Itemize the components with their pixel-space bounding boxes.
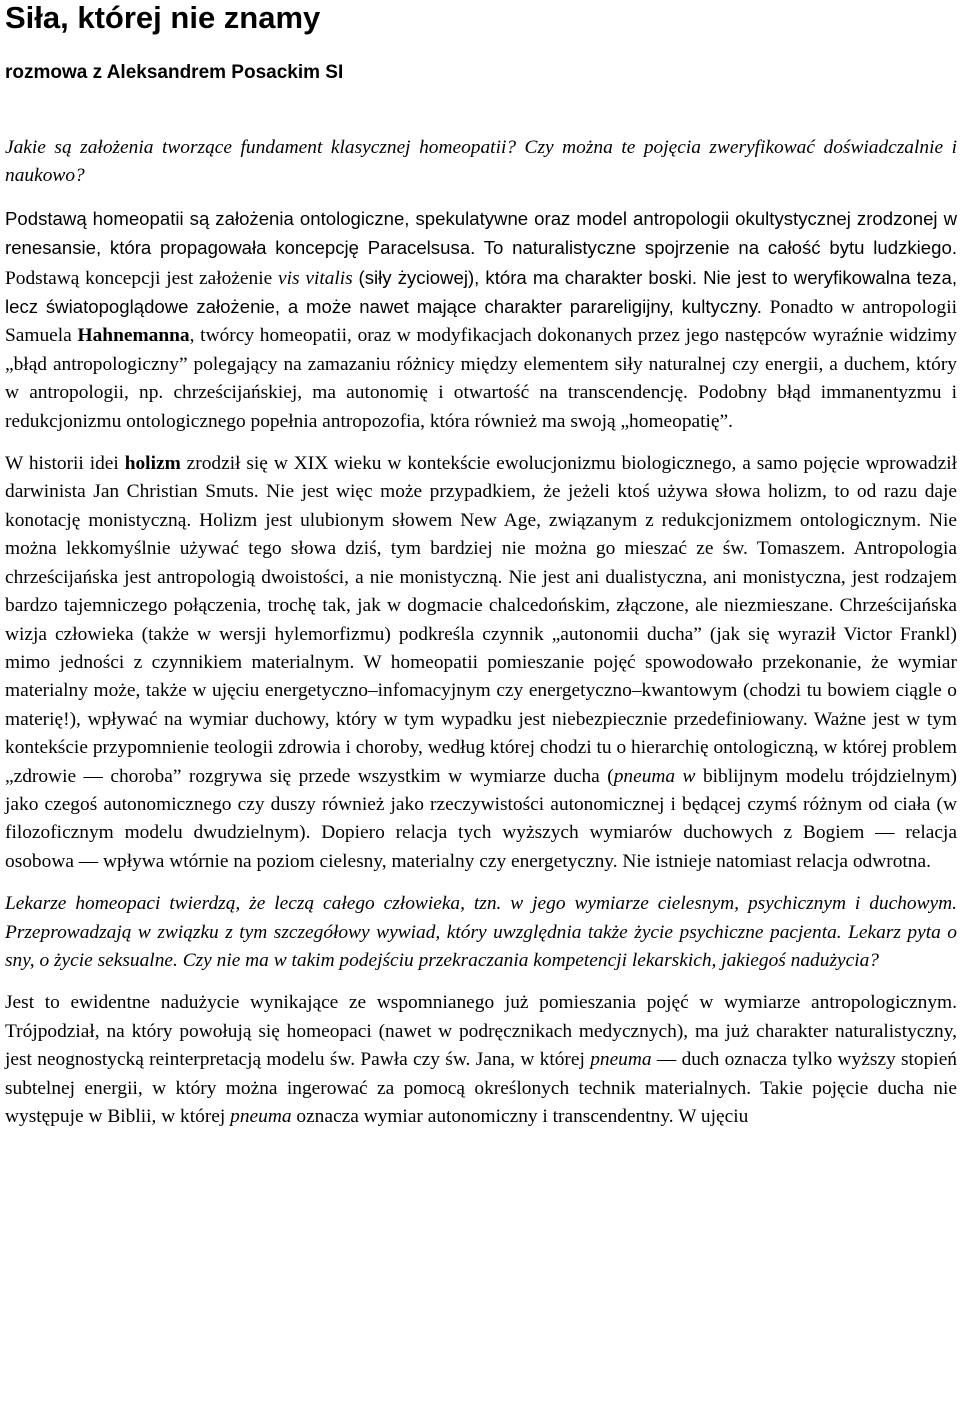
page-subtitle: rozmowa z Aleksandrem Posackim SI	[5, 62, 344, 83]
answer-1-term: vis vitalis	[278, 267, 353, 289]
answer-2-segment: zrodził się w XIX wieku w kontekście ewolucjonizmu biologicznego, a samo pojęcie wprowadził darwinista Jan Christian Smuts. Nie jest więc może przypadkiem, że jeżeli ktoś używa słowa holizm, to od razu daje konotację monistyczną. Holizm jest ulubionym słowem New Age, związanym z redukcjonizmem ontologicznym. Nie można lekkomyślnie używać tego słowa dziś, tym bardziej nie można go mieszać ze św. Tomaszem. Antropologia chrześcijańska jest antropologią dwoistości, a nie monistyczną. Nie jest ani dualistyczna, ani monistyczna, jest rodzajem bardzo tajemniczego połączenia, trochę tak, jak w dogmacie chalcedońskim, złączone, ale niezmieszane. Chrześcijańska wizja człowieka (także w wersji hylemorfizmu) podkreśla czynnik „autonomii ducha” (jak się wyraził Victor Frankl) mimo jedności z czynnikiem materialnym. W homeopatii pomieszanie pojęć spowodowało przekonanie, że wymiar materialny może, także w ujęciu energetyczno–infomacyjnym czy energetyczno–kwantowym (chodzi tu bowiem ciągle o materię!), wpływać na wymiar duchowy, który w tym wypadku jest niebezpiecznie przedefiniowany. Ważne jest w tym kontekście przypomnienie teologii zdrowia i choroby, według której chodzi tu o hierarchię ontologiczną, w której problem „zdrowie — choroba” rozgrywa się przede wszystkim w wymiarze ducha (	[5, 453, 957, 787]
answer-2-term: pneuma w	[613, 765, 696, 787]
answer-2	[5, 450, 957, 876]
page-title: Siła, której nie znamy	[5, 0, 321, 35]
answer-1-segment: (siły życiowej), która ma charakter boski. Nie jest to weryfikowalna teza, lecz światopoglądowe założenie, a może nawet mające charakter parareligijny, kultyczny.	[5, 266, 957, 318]
answer-1	[5, 205, 957, 436]
answer-3-segment: oznacza wymiar autonomiczny i transcendentny. W ujęciu	[291, 1106, 749, 1127]
answer-1-segment: , twórcy homeopatii, oraz w modyfikacjach dokonanych przez jego następców wyraźnie widzimy „błąd antropologiczny” polegający na zamazaniu różnicy między elementem siły naturalnej czy energii, a duchem, który w antropologii, np. chrześcijańskiej, ma autonomię i otwartość na transcendencję. Podobny błąd immanentyzmu i redukcjonizmu ontologicznego popełnia antropozofia, która również ma swoją „homeopatię”.	[5, 325, 957, 432]
answer-1-segment: Ponadto w antropologii Samuela	[5, 297, 957, 347]
answer-3-term: pneuma	[590, 1049, 652, 1071]
answer-2-segment: biblijnym modelu trójdzielnym) jako czegoś autonomicznego czy duszy również jako rzeczywistości autonomicznej i będącej czymś różnym od ciała (w filozoficznym modelu dwudzielnym). Dopiero relacja tych wyższych wymiarów duchowych z Bogiem — relacja osobowa — wpływa wtórnie na poziom cielesny, materialny czy energetyczny. Nie istnieje natomiast relacja odwrotna.	[5, 765, 957, 872]
answer-2-segment: W historii idei	[5, 453, 125, 475]
answer-3-term: pneuma	[230, 1106, 292, 1127]
answer-3	[5, 989, 957, 1131]
answer-2-term: holizm	[124, 453, 181, 475]
question-1: Jakie są założenia tworzące fundament klasycznej homeopatii? Czy można te pojęcia zweryfikować doświadczalnie i naukowo?	[5, 137, 957, 187]
answer-1-name: Hahnemanna	[77, 325, 190, 347]
answer-3-segment: — duch oznacza tylko wyższy stopień subtelnej energii, w który można ingerować za pomocą określonych technik materialnych. Takie pojęcie ducha nie występuje w Biblii, w której	[5, 1049, 957, 1127]
answer-1-segment: Podstawą homeopatii są założenia ontologiczne, spekulatywne oraz model antropologii okultystycznej zrodzonej w renesansie, która propagowała koncepcję Paracelsusa. To naturalistyczne spojrzenie na całość bytu ludzkiego.	[5, 207, 957, 259]
answer-3-segment: Jest to ewidentne nadużycie wynikające ze wspomnianego już pomieszania pojęć w wymiarze antropologicznym. Trójpodział, na który powołują się homeopaci (nawet w podręcznikach medycznych), ma już charakter naturalistyczny, jest neognostycką reinterpretacją modelu św. Pawła czy św. Jana, w której	[5, 992, 957, 1071]
question-2: Lekarze homeopaci twierdzą, że leczą całego człowieka, tzn. w jego wymiarze cielesnym, psychicznym i duchowym. Przeprowadzają w związku z tym szczegółowy wywiad, który uwzględnia także życie psychiczne pacjenta. Lekarz pyta o sny, o życie seksualne. Czy nie ma w takim podejściu przekraczania kompetencji lekarskich, jakiegoś nadużycia?	[5, 893, 957, 971]
answer-1-segment: Podstawą koncepcji jest założenie	[5, 267, 278, 289]
